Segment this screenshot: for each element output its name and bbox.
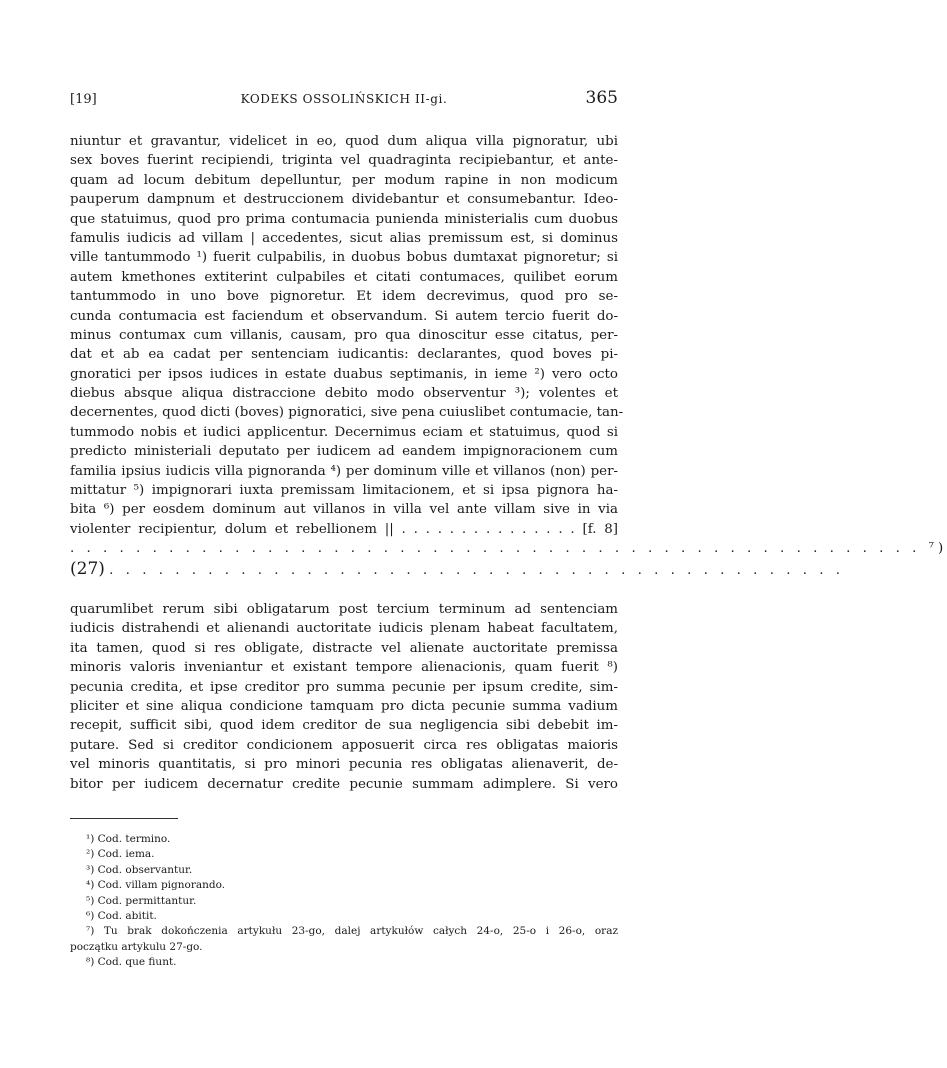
- text-line: pauperum dampnum et destruccionem dividebantur et consumebantur. Ideo-: [70, 192, 618, 208]
- text-line: bita ⁶) per eosdem dominum aut villanos in villa vel ante villam sive in via: [70, 502, 618, 518]
- text-line: minus contumax cum villanis, causam, pro qua dinoscitur esse citatus, per-: [70, 327, 618, 343]
- text-line: ita tamen, quod si res obligate, distracte vel alienate auctoritate premissa: [70, 640, 618, 656]
- article-number: (27): [70, 559, 105, 579]
- text-line: violenter recipientur, dolum et rebellionem || . . . . . . . . . . . . . . . [f. 8]: [70, 521, 618, 537]
- article-lacuna-dots: . . . . . . . . . . . . . . . . . . . . . . . . . . . . . . . . . . . . . . . . . . . . .: [109, 563, 845, 578]
- running-title: KODEKS OSSOLIŃSKICH II-gi.: [240, 92, 448, 106]
- footnote: ⁶) Cod. abitit.: [86, 910, 157, 923]
- section-marker: [19]: [70, 92, 97, 107]
- text-line: predicto ministeriali deputato per iudicem ad eandem impignoracionem cum: [70, 444, 618, 460]
- text-line: vel minoris quantitatis, si pro minori pecunia res obligatas alienaverit, de-: [70, 757, 618, 773]
- paragraph-article-27: [70, 600, 618, 794]
- footnotes: [70, 832, 618, 971]
- footnote: ⁵) Cod. permittantur.: [86, 894, 197, 907]
- text-line: familia ipsius iudicis villa pignoranda ⁴) per dominum ville et villanos (non) per-: [70, 463, 618, 479]
- footnote: ³) Cod. observantur.: [86, 863, 193, 876]
- text-line: cunda contumacia est faciendum et observandum. Si autem tercio fuerit do-: [70, 308, 618, 324]
- text-line: gnoratici per ipsos iudices in estate duabus septimanis, in ieme ²) vero octo: [70, 366, 618, 382]
- text-line: quarumlibet rerum sibi obligatarum post tercium terminum ad sentenciam: [70, 602, 618, 617]
- lacuna-dots-line: . . . . . . . . . . . . . . . . . . . . . . . . . . . . . . . . . . . . . . . . . . . . . . . . . . . . ⁷): [70, 541, 947, 557]
- text-line: tantummodo in uno bove pignoretur. Et idem decrevimus, quod pro se-: [70, 289, 618, 305]
- footnote: ⁴) Cod. villam pignorando.: [86, 879, 226, 892]
- text-line: bitor per iudicem decernatur credite pecunie summam adimplere. Si vero: [70, 776, 618, 792]
- footnote: ⁷) Tu brak dokończenia artykułu 23-go, dalej artykułów całych 24-o, 25-o i 26-o, oraz: [86, 925, 618, 938]
- text-line: sex boves fuerint recipiendi, triginta vel quadraginta recipiebantur, et ante-: [70, 153, 618, 169]
- text-line: iudicis distrahendi et alienandi auctoritate iudicis plenam habeat facultatem,: [70, 621, 618, 637]
- text-line: quam ad locum debitum depelluntur, per modum rapine in non modicum: [70, 172, 618, 188]
- text-line: autem kmethones extiterint culpabiles et citati contumaces, quilibet eorum: [70, 269, 618, 285]
- text-line: mittatur ⁵) impignorari iuxta premissam limitacionem, et si ipsa pignora ha-: [70, 483, 618, 499]
- text-line: recepit, sufficit sibi, quod idem creditor de sua negligencia sibi debebit im-: [70, 718, 618, 734]
- text-line: famulis iudicis ad villam | accedentes, sicut alias premissum est, si dominus: [70, 230, 618, 246]
- text-line: ville tantummodo ¹) fuerit culpabilis, in duobus bobus dumtaxat pignoretur; si: [70, 250, 618, 266]
- text-line: que statuimus, quod pro prima contumacia punienda ministerialis cum duobus: [70, 211, 618, 227]
- text-line: decernentes, quod dicti (boves) pignoratici, sive pena cuiuslibet contumacie, tan-: [70, 405, 624, 421]
- text-line: pliciter et sine aliqua condicione tamquam pro dicta pecunie summa vadium: [70, 698, 618, 714]
- section-heading: [70, 559, 845, 582]
- footnote: ²) Cod. iema.: [86, 848, 155, 861]
- text-line: minoris valoris inveniantur et existant tempore alienacionis, quam fuerit ⁸): [70, 660, 618, 676]
- text-line: diebus absque aliqua distraccione debito modo observentur ³); volentes et: [70, 386, 618, 402]
- paragraph-continued: [70, 132, 947, 559]
- footnote: ⁸) Cod. que fiunt.: [86, 956, 177, 969]
- text-line: tummodo nobis et iudici applicentur. Decernimus eciam et statuimus, quod si: [70, 424, 618, 440]
- text-line: putare. Sed si creditor condicionem apposuerit circa res obligatas maioris: [70, 737, 618, 753]
- page-number: 365: [585, 88, 618, 108]
- footnote: ¹) Cod. termino.: [86, 833, 171, 845]
- footnote-rule: [70, 818, 178, 819]
- text-line: niuntur et gravantur, videlicet in eo, quod dum aliqua villa pignoratur, ubi: [70, 134, 618, 149]
- footnote-continuation: początku artykulu 27-go.: [70, 940, 203, 953]
- text-line: pecunia credita, et ipse creditor pro summa pecunie per ipsum credite, sim-: [70, 679, 618, 695]
- text-line: dat et ab ea cadat per sentenciam iudicantis: declarantes, quod boves pi-: [70, 347, 618, 363]
- running-header: [70, 88, 618, 112]
